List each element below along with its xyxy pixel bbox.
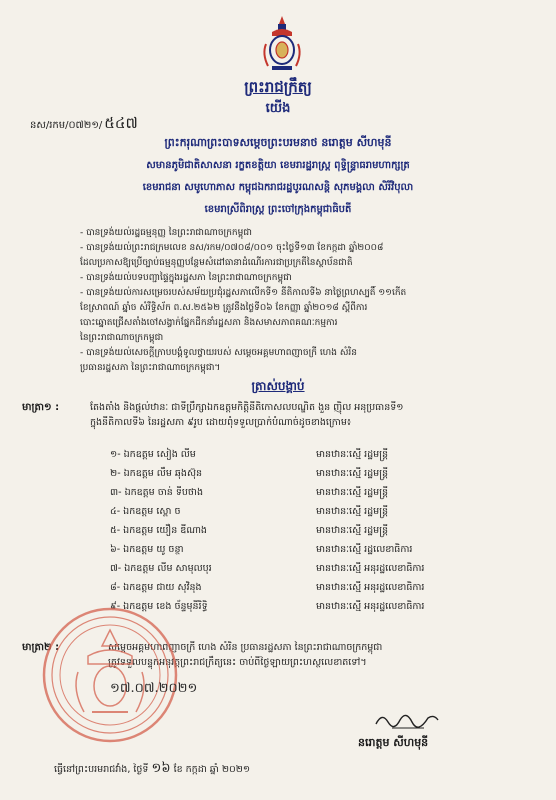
article-2-line: សម្តេចអគ្គមហាពញាចក្រី ហេង សំរិន ប្រធានរដ្ឋសភា នៃព្រះរាជាណាចក្រកម្ពុជា bbox=[108, 642, 383, 653]
list-item bbox=[110, 543, 530, 563]
royal-signature bbox=[372, 706, 442, 734]
issue-date-suffix: ខែ កក្កដា ឆ្នាំ ២០២១ bbox=[173, 764, 251, 775]
signer-name: នរោត្តម សីហមុនី bbox=[358, 736, 429, 749]
member-name: ១- ឯកឧត្តម សៀង លីម bbox=[110, 449, 196, 460]
member-role: មានឋានៈស្មើ អនុរដ្ឋលេខាធិការ bbox=[316, 601, 425, 612]
preamble-line: - បានទ្រង់យល់រដ្ឋធម្មនុញ្ញ នៃព្រះរាជាណាចក្រកម្ពុជា bbox=[80, 228, 252, 238]
preamble-line: - បានទ្រង់យល់សេចក្តីក្រាបបង្គំទូលថ្វាយរបស់ សម្តេចអគ្គមហាពញាចក្រី ហេង សំរិន bbox=[80, 348, 357, 358]
list-item bbox=[110, 467, 530, 487]
royal-seal-stamp bbox=[30, 600, 200, 750]
seal-handwritten-date: ១៧.០៧.២០២១ bbox=[110, 681, 198, 696]
reference-prefix: នស/រកម/០៧២១/ bbox=[30, 120, 103, 131]
member-name: ២- ឯកឧត្តម លឹម ឆុងស៊ុន bbox=[110, 468, 203, 479]
reference-number bbox=[30, 114, 138, 136]
member-role: មានឋានៈស្មើ អនុរដ្ឋលេខាធិការ bbox=[316, 582, 425, 593]
king-title-line-1: ព្រះករុណាព្រះបាទសម្តេចព្រះបរមនាថ នរោត្តម សីហមុនី bbox=[164, 136, 392, 149]
list-item bbox=[110, 505, 530, 525]
member-name: ៨- ឯកឧត្តម ជាយ សុវិនុង bbox=[110, 582, 202, 593]
reference-handwritten-number: ៥៤៧ bbox=[104, 114, 138, 132]
issue-date bbox=[54, 760, 250, 779]
list-item bbox=[110, 581, 530, 601]
preamble-line: បោះឆ្នោតជ្រើសតាំងចៅសង្វាក់ផ្នែកដឹកនាំរដ្ឋសភា និងសមាសភាពគណៈកម្មការ bbox=[80, 318, 338, 328]
king-title-line-4: ខេមរាស្រីពិរាស្ត្រ ព្រះចៅក្រុងកម្ពុជាធិបតី bbox=[204, 204, 352, 215]
member-role: មានឋានៈស្មើ រដ្ឋមន្ត្រី bbox=[316, 487, 389, 498]
member-name: ៤- ឯកឧត្តម ស្ពោ ច bbox=[110, 506, 181, 517]
document-subtitle: យើង bbox=[265, 101, 291, 116]
member-name: ៦- ឯកឧត្តម យូ ចន្ថា bbox=[110, 544, 184, 555]
member-name: ៩- ឯកឧត្តម ខេង ច័ន្ទមុនីរិទ្ធិ bbox=[110, 601, 208, 612]
issue-date-day: ១៦ bbox=[151, 761, 171, 776]
preamble-line: - បានទ្រង់យល់ការសម្រេចរបស់សម័យប្រជុំរដ្ឋសភាលើកទី១ នីតិកាលទី៦ នាថ្ងៃព្រហស្បតិ៍ ១១កើត bbox=[80, 288, 407, 298]
member-role: មានឋានៈស្មើ រដ្ឋមន្ត្រី bbox=[316, 506, 389, 517]
member-name: ៥- ឯកឧត្តម យឿន ឌីណាង bbox=[110, 525, 207, 536]
article-2-line: ត្រូវទទួលបន្ទុកអនុវត្តព្រះរាជក្រឹត្យនេះ ចាប់ពីថ្ងៃឡាយព្រះហស្ថលេខាតទៅ។ bbox=[108, 657, 367, 668]
member-name: ៣- ឯកឧត្តម ចាន់ ទីបថាង bbox=[110, 487, 203, 498]
member-role: មានឋានៈស្មើ រដ្ឋមន្ត្រី bbox=[316, 525, 389, 536]
list-item bbox=[110, 448, 530, 468]
preamble-line: ខែស្រាពណ៍ ឆ្នាំច សំរឹទ្ធិស័ក ព.ស.២៥៦២ ត្រូវនឹងថ្ងៃទី០៦ ខែកញ្ញា ឆ្នាំ២០១៨ ស្តីពីការ bbox=[80, 303, 368, 313]
member-role: មានឋានៈស្មើ រដ្ឋលេខាធិការ bbox=[316, 544, 413, 555]
preamble-line: នៃព្រះរាជាណាចក្រកម្ពុជា bbox=[80, 333, 164, 343]
article-1-line: តែងតាំង និងផ្តល់ឋានៈ ជាទីប្រឹក្សាឯកឧត្តមកិត្តិនីតិកោសលបណ្ឌិត ងួន ញ៉ិល អនុប្រធានទី១ bbox=[90, 402, 404, 413]
member-role: មានឋានៈស្មើ អនុរដ្ឋលេខាធិការ bbox=[316, 563, 425, 574]
article-1-label: មាត្រា១ : bbox=[22, 402, 60, 413]
royal-emblem bbox=[258, 14, 306, 74]
list-item bbox=[110, 486, 530, 506]
preamble-line: - បានទ្រង់យល់ព្រះរាជក្រមលេខ នស/រកម/០៧០៨/០០១ ចុះថ្ងៃទី១៣ ខែកក្កដា ឆ្នាំ២០០៨ bbox=[80, 243, 384, 253]
preamble-line: ប្រធានរដ្ឋសភា នៃព្រះរាជាណាចក្រកម្ពុជា។ bbox=[80, 363, 221, 373]
decree-heading: ត្រាស់បង្គាប់ bbox=[251, 379, 305, 393]
king-title-line-3: ខេមរាជនា សមូហោភាស កម្ពុជឯករាជរដ្ឋបូរណសន្តិ សុភមង្គលា សិរីវិបុលា bbox=[142, 182, 414, 193]
preamble-line: - បានទ្រង់យល់បទបញ្ជាផ្ទៃក្នុងរដ្ឋសភា នៃព្រះរាជាណាចក្រកម្ពុជា bbox=[80, 273, 292, 283]
document-title: ព្រះរាជក្រឹត្យ bbox=[244, 78, 312, 96]
list-item bbox=[110, 524, 530, 544]
article-2-label: មាត្រា២ : bbox=[22, 642, 60, 653]
preamble bbox=[80, 226, 530, 376]
issue-date-prefix: ធ្វើនៅព្រះបរមរាជវាំង, ថ្ងៃទី bbox=[54, 764, 149, 775]
member-role: មានឋានៈស្មើ រដ្ឋមន្ត្រី bbox=[316, 449, 389, 460]
list-item bbox=[110, 562, 530, 582]
preamble-line: ដែលប្រកាសឱ្យប្រើច្បាប់ធម្មនុញ្ញបន្ថែមសំដៅធានាដំណើរការជាប្រក្រតីនៃស្ថាប័នជាតិ bbox=[80, 258, 353, 268]
member-role: មានឋានៈស្មើ រដ្ឋមន្ត្រី bbox=[316, 468, 389, 479]
member-name: ៧- ឯកឧត្តម លីម សាមុលបុរ bbox=[110, 563, 212, 574]
king-title-line-2: សមានភូមិជាតិសាសនា រក្ខតខត្តិយា ខេមរារដ្ឋរាស្ត្រ ពុទ្ធិន្ទ្រាធរាមហាក្សត្រ bbox=[146, 160, 410, 171]
article-1-line: ក្នុងនីតិកាលទី៦ នៃរដ្ឋសភា ៩រូប ដោយពុំទទួលប្រាក់បំណាច់ដូចខាងក្រោម៖ bbox=[90, 417, 352, 428]
article-1-text bbox=[90, 400, 530, 430]
